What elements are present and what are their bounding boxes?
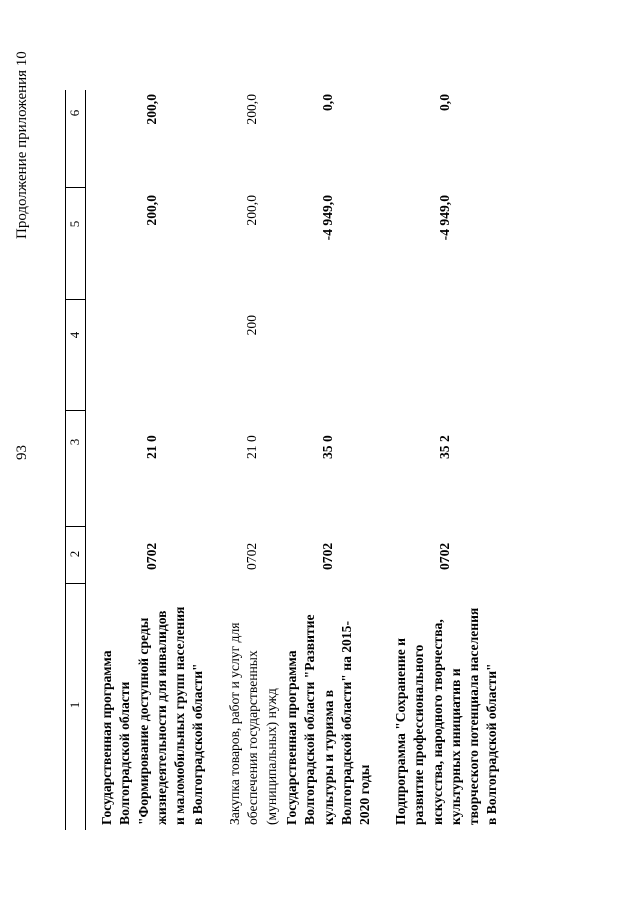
column-number-3: 3 [67, 438, 82, 446]
column-divider-1 [65, 583, 86, 584]
row-2-description [226, 595, 281, 825]
row-4-col-2: 0702 [437, 542, 452, 570]
row-2-line-3: (муниципальных) нужд [263, 688, 279, 825]
column-number-2: 2 [67, 550, 82, 558]
row-1-line-2: Волгоградской области [117, 681, 133, 825]
column-number-6: 6 [67, 109, 82, 117]
row-1-description [98, 595, 208, 825]
row-3-line-1: Государственная программа [284, 650, 299, 825]
row-3-line-5: 2020 годы [357, 764, 373, 825]
page-number: 93 [14, 445, 30, 460]
row-3-col-2: 0702 [320, 542, 335, 570]
header-note: Продолжение приложения 10 [14, 51, 30, 239]
row-3-line-4: Волгоградской области" на 2015- [338, 621, 354, 825]
row-2-col-4: 200 [244, 315, 259, 336]
row-2-col-3: 21 0 [244, 435, 259, 459]
row-4-line-1: Подпрограмма "Сохранение и [393, 638, 408, 825]
row-4-col-6: 0,0 [437, 94, 452, 111]
row-2-line-1: Закупка товаров, работ и услуг для [227, 622, 242, 825]
row-2-line-2: обеспечения государственных [245, 650, 261, 825]
row-4-line-5: творческого потенциала населения [466, 607, 482, 825]
row-3-col-6: 0,0 [320, 94, 335, 111]
column-divider-3 [65, 410, 86, 411]
row-1-col-6: 200,0 [144, 94, 159, 125]
row-2-col-5: 200,0 [244, 195, 259, 226]
column-number-5: 5 [67, 220, 82, 228]
column-number-4: 4 [67, 331, 82, 339]
row-4-line-2: развитие профессионального [411, 644, 427, 825]
row-1-line-6: в Волгоградской области" [190, 663, 206, 825]
row-1-line-4: жизнедеятельности для инвалидов [153, 610, 169, 825]
column-divider-5 [65, 187, 86, 188]
row-4-col-3: 35 2 [437, 435, 452, 459]
row-3-line-3: культуры и туризма в [320, 689, 336, 825]
table-top-rule [65, 90, 66, 830]
table-header-rule [85, 90, 86, 830]
row-3-line-2: Волгоградской области "Развитие [302, 614, 318, 825]
column-divider-4 [65, 299, 86, 300]
row-3-col-5: -4 949,0 [320, 195, 335, 241]
row-4-line-4: культурных инициатив и [447, 668, 463, 825]
row-3-description [283, 595, 374, 825]
row-1-line-1: Государственная программа [99, 650, 114, 825]
row-4-line-6: в Волгоградской области" [484, 663, 500, 825]
row-1-col-3: 21 0 [144, 435, 159, 459]
row-4-line-3: искусства, народного творчества, [429, 619, 445, 825]
row-3-col-3: 35 0 [320, 435, 335, 459]
column-number-1: 1 [67, 701, 82, 709]
row-4-description [392, 595, 502, 825]
row-1-col-5: 200,0 [144, 195, 159, 226]
row-2-col-2: 0702 [244, 542, 259, 570]
row-2-col-6: 200,0 [244, 94, 259, 125]
row-4-col-5: -4 949,0 [437, 195, 452, 241]
column-divider-2 [65, 526, 86, 527]
row-1-line-5: и маломобильных групп населения [172, 606, 188, 825]
row-1-col-2: 0702 [144, 542, 159, 570]
row-1-line-3: "Формирование доступной среды [135, 617, 151, 825]
